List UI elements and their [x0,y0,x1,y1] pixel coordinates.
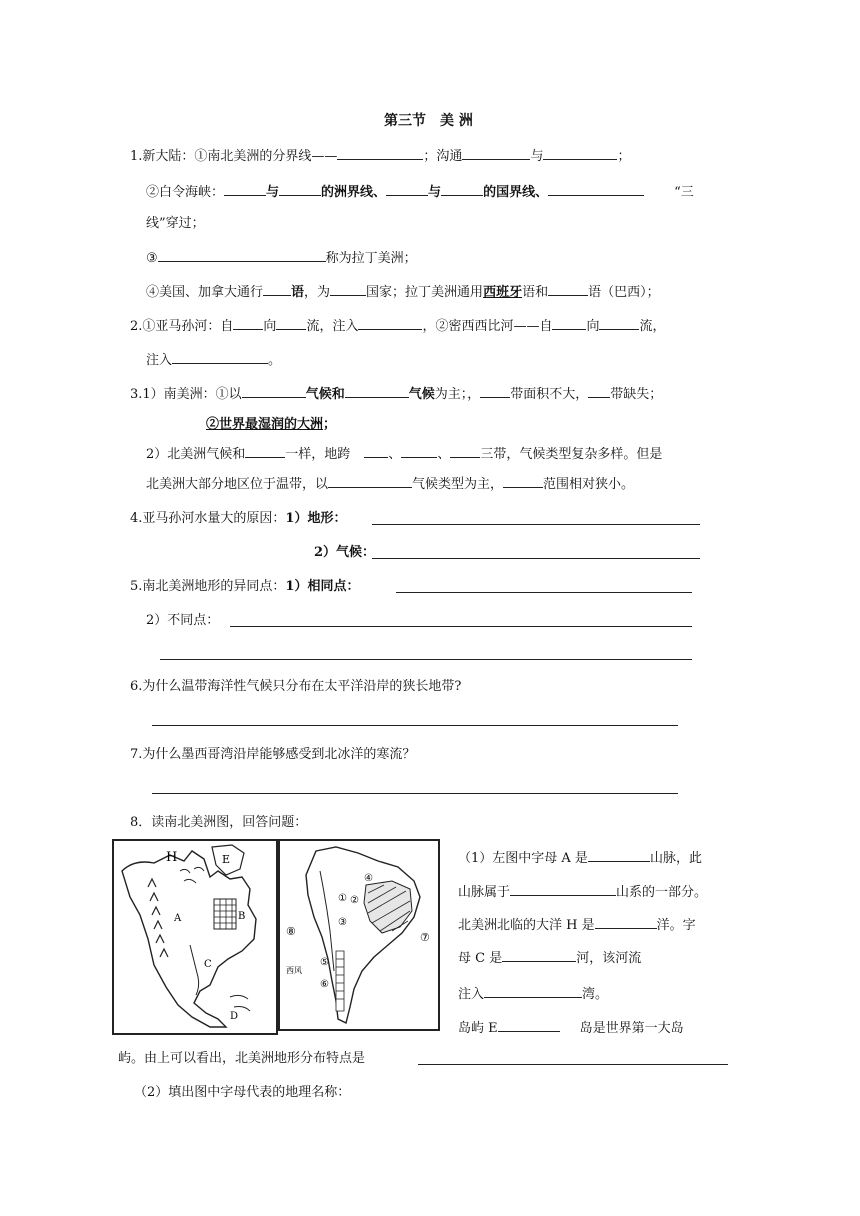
answer-blank[interactable] [279,182,321,196]
answer-blank[interactable] [510,882,616,896]
answer-blank[interactable] [502,948,576,962]
answer-blank[interactable] [386,182,428,196]
answer-blank[interactable] [480,384,510,398]
page-title: 第三节 美 洲 [384,113,473,129]
question-1-line-5: ④美国、加拿大通行 语，为 国家；拉丁美洲通用西班牙语和 语（巴西）； [146,282,660,302]
question-7-line-1: 7.为什么墨西哥湾沿岸能够感受到北冰洋的寒流？ [130,747,416,762]
map-label-d: D [230,1011,239,1022]
answer-line[interactable] [372,524,700,525]
question-1-line-3: 线”穿过； [146,216,205,231]
answer-blank[interactable] [330,282,366,296]
answer-line[interactable] [372,558,700,559]
answer-blank[interactable] [172,350,268,364]
answer-line[interactable] [396,592,692,593]
answer-blank[interactable] [263,282,291,296]
map-label-b: B [238,911,246,922]
question-8-row-1: （1）左图中字母 A 是 山脉，此 [458,848,702,868]
question-number: 5. [130,579,143,594]
map-label-7: ⑦ [420,931,430,944]
map-label-c: C [204,959,212,970]
question-3-line-1: 3.1）南美洲：①以 气候和 气候为主；， 带面积不大， 带缺失； [130,384,662,404]
south-america-map-drawing [280,841,438,1029]
answer-blank[interactable] [484,984,582,998]
answer-line[interactable] [160,659,692,660]
answer-blank[interactable] [328,474,412,488]
answer-blank[interactable] [543,146,617,160]
question-2-line-1: 2.①亚马孙河：自 向 流，注入 ，②密西西比河——自 向 流， [130,316,666,336]
question-8-line-1: 8．读南北美洲图，回答问题： [130,815,308,830]
map-label-3: ③ [338,917,347,928]
answer-blank[interactable] [242,384,306,398]
map-label-5: ⑤ [320,957,329,968]
answer-blank[interactable] [364,444,388,458]
answer-blank[interactable] [233,316,263,330]
answer-blank[interactable] [358,316,422,330]
map-label-2: ② [350,895,359,906]
question-5-line-1: 5.南北美洲地形的异同点：1）相同点： [130,579,360,594]
answer-blank[interactable] [462,146,530,160]
question-4-line-2: 2）气候： [314,545,376,560]
answer-blank[interactable] [588,848,650,862]
question-8-row-3: 北美洲北临的大洋 H 是 洋。字 [458,915,696,935]
answer-blank[interactable] [401,444,437,458]
map-label-1: ① [338,893,347,904]
answer-blank[interactable] [245,444,285,458]
north-america-map-drawing [114,841,276,1033]
south-america-map [278,839,440,1031]
question-number: 7. [130,747,143,762]
question-8-row-2: 山脉属于 山系的一部分。 [458,882,707,902]
answer-blank[interactable] [158,248,326,262]
question-8-row-8: （2）填出图中字母代表的地理名称： [134,1085,351,1100]
map-label-4: ④ [364,873,373,884]
answer-blank[interactable] [503,474,543,488]
question-number: 2. [130,319,143,334]
question-8-row-7: 屿。由上可以看出，北美洲地形分布特点是 [118,1051,366,1066]
answer-blank[interactable] [345,384,409,398]
answer-line[interactable] [152,725,678,726]
map-label-6: ⑥ [320,979,329,990]
question-number: 8． [130,815,152,830]
map-label-e: E [222,853,231,866]
question-3-line-2: ②世界最湿润的大洲； [206,417,337,432]
answer-blank[interactable] [224,182,266,196]
answer-blank[interactable] [498,1018,560,1032]
answer-blank[interactable] [548,182,644,196]
answer-line[interactable] [418,1064,728,1065]
question-2-line-2: 注入 。 [146,350,281,370]
north-america-map [112,839,278,1035]
answer-line[interactable] [230,626,692,627]
question-number: 3. [130,387,143,402]
question-number: 4. [130,511,143,526]
map-label-h: H [166,850,178,865]
map-label-8: ⑧ [286,925,296,938]
answer-blank[interactable] [337,146,423,160]
answer-blank[interactable] [441,182,483,196]
answer-line[interactable] [152,793,678,794]
question-3-line-4: 北美洲大部分地区位于温带，以 气候类型为主， 范围相对狭小。 [146,474,634,494]
question-4-line-1: 4.亚马孙河水量大的原因：1）地形： [130,511,347,526]
question-8-row-6: 岛屿 E 岛是世界第一大岛 [458,1018,684,1038]
question-8-row-5: 注入 湾。 [458,984,608,1004]
question-number: 1. [130,149,143,164]
question-6-line-1: 6.为什么温带海洋性气候只分布在太平洋沿岸的狭长地带? [130,679,462,694]
map-label-a: A [174,913,182,924]
map-label-westerlies: 西风 [286,966,302,975]
answer-blank[interactable] [595,915,657,929]
answer-blank[interactable] [548,282,588,296]
answer-blank[interactable] [552,316,586,330]
question-3-line-3: 2）北美洲气候和 一样，地跨 、 、 三带，气候类型复杂多样。但是 [146,444,662,464]
question-8-row-4: 母 C 是 河，该河流 [458,948,641,968]
question-number: 6. [130,679,143,694]
answer-blank[interactable] [588,384,610,398]
answer-blank[interactable] [450,444,480,458]
question-1-line-2: ②白令海峡： 与 的洲界线、 与 的国界线、 “三 [146,182,694,202]
question-1-line-1: 1.新大陆：①南北美洲的分界线—— ；沟通 与 ； [130,146,630,166]
answer-blank[interactable] [276,316,306,330]
question-5-line-2: 2）不同点： [146,613,220,628]
answer-blank[interactable] [599,316,639,330]
question-1-line-4: ③ 称为拉丁美洲； [146,248,417,268]
